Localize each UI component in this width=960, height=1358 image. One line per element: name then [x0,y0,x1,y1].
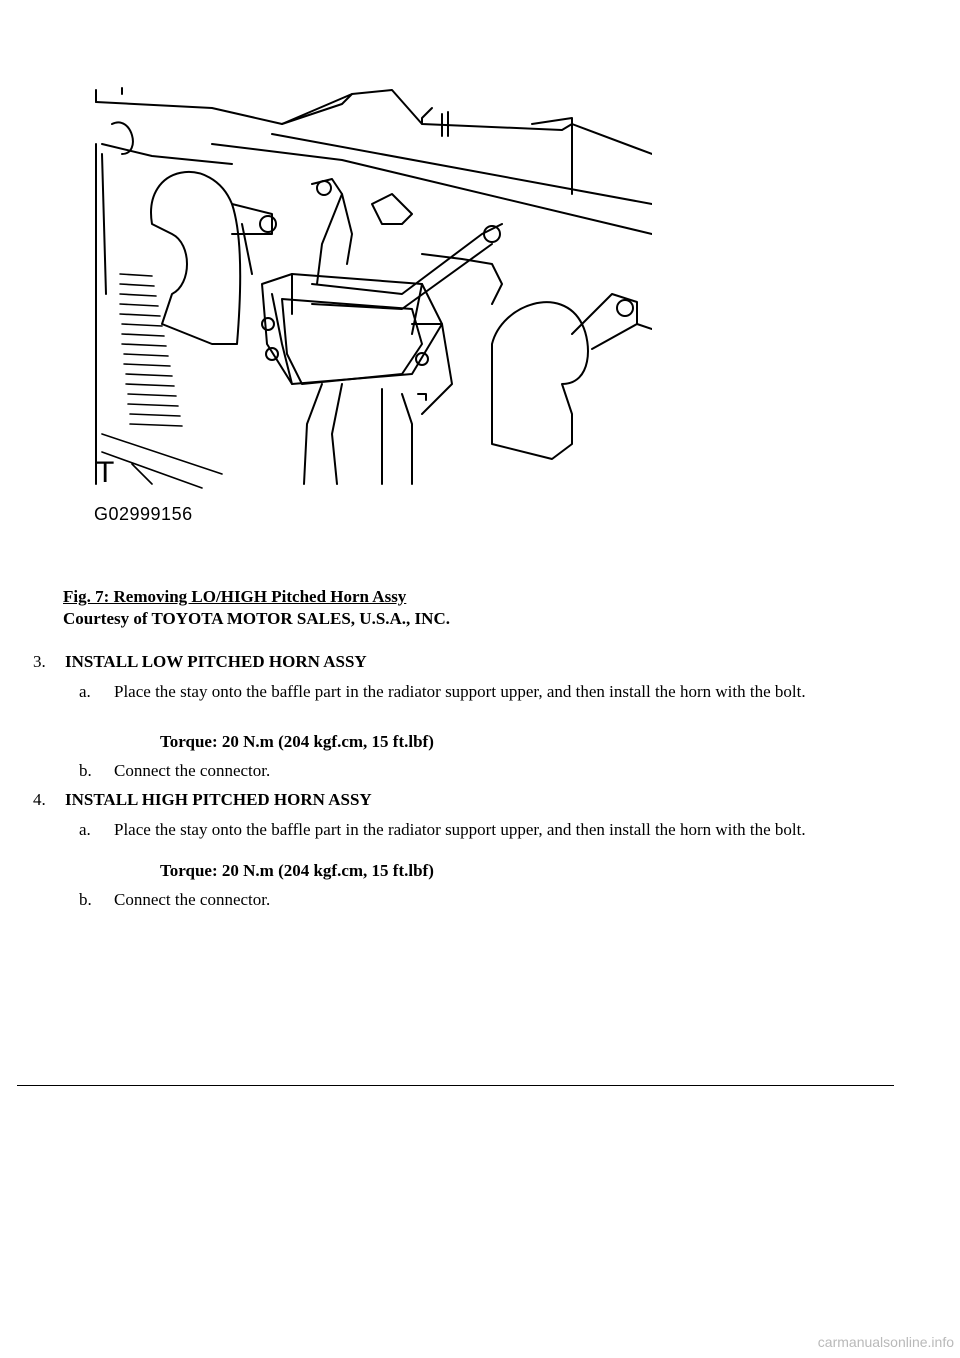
step-heading: INSTALL HIGH PITCHED HORN ASSY [65,790,372,809]
substep-text: Connect the connector. [114,890,271,909]
step-4-substep-a [79,819,869,841]
substep-letter: a. [79,682,91,701]
figure-title: Fig. 7: Removing LO/HIGH Pitched Horn Assy [63,587,407,606]
page-divider [17,1085,894,1086]
substep-text: Place the stay onto the baffle part in the radiator support upper, and then install the horn with the bolt. [114,682,806,701]
substep-letter: a. [79,820,91,839]
step-3-substep-b [79,760,869,782]
figure-courtesy: Courtesy of TOYOTA MOTOR SALES, U.S.A., INC. [63,609,450,628]
torque-spec: Torque: 20 N.m (204 kgf.cm, 15 ft.lbf) [160,861,434,880]
torque-spec: Torque: 20 N.m (204 kgf.cm, 15 ft.lbf) [160,732,434,751]
step-heading: INSTALL LOW PITCHED HORN ASSY [65,652,367,671]
substep-text: Connect the connector. [114,761,271,780]
substep-text: Place the stay onto the baffle part in the radiator support upper, and then install the horn with the bolt. [114,820,806,839]
substep-letter: b. [79,761,92,780]
step-4-substep-b [79,889,869,911]
figure-label-letter: T [96,456,115,489]
step-3-substep-a [79,681,869,703]
step-number: 4. [33,790,46,809]
step-4 [33,789,372,811]
figure-code: G02999156 [94,504,193,524]
step-3 [33,651,367,673]
substep-letter: b. [79,890,92,909]
figure-caption [63,586,450,630]
watermark: carmanualsonline.info [817,1334,954,1350]
step-number: 3. [33,652,46,671]
horn-assembly-illustration [92,84,652,534]
